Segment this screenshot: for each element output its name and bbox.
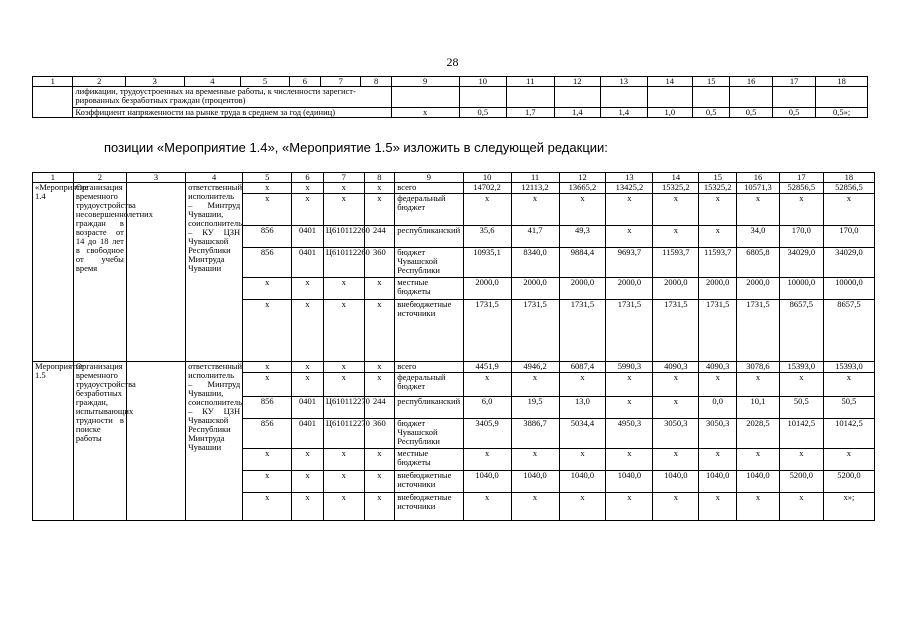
header-cell: 15 [693,77,730,87]
grbs-code: 856 [243,397,292,419]
amount-cell: 3050,3 [653,419,699,449]
section-code: х [292,493,324,521]
header-cell: 2 [73,77,126,87]
expense-code: х [364,194,395,226]
grbs-code: х [243,194,292,226]
target-code: х [323,471,364,493]
amount-cell: х [463,449,511,471]
header-cell: 18 [823,173,874,183]
amount-cell: 1040,0 [653,471,699,493]
amount-cell: 5990,3 [606,362,653,373]
funding-source: бюджет Чувашской Республики [395,248,463,278]
header-cell: 6 [292,173,324,183]
amount-cell: 10142,5 [823,419,874,449]
header-cell: 1 [33,77,73,87]
header-cell: 18 [816,77,868,87]
amount-cell: х [779,373,823,397]
cell [507,87,555,108]
amount-cell: 1731,5 [511,300,559,362]
expense-code: 244 [364,397,395,419]
target-code: х [323,493,364,521]
header-cell: 10 [459,77,507,87]
target-code: х [323,449,364,471]
amount-cell: 5034,4 [559,419,606,449]
amount-cell: 14702,2 [463,183,511,194]
amount-cell: х [823,449,874,471]
amount-cell: 4946,2 [511,362,559,373]
amount-cell: х [737,449,780,471]
amount-cell: х [779,449,823,471]
amount-cell: 4451,9 [463,362,511,373]
activity-name: Мероприятие 1.5 [33,362,74,521]
amount-cell: х [511,493,559,521]
amount-cell: х [463,373,511,397]
coef-value: 0,5 [772,108,815,118]
header-cell: 3 [125,77,184,87]
amount-cell: 10000,0 [779,278,823,300]
amount-cell: 34029,0 [823,248,874,278]
amount-cell: 34029,0 [779,248,823,278]
amount-cell: х [823,194,874,226]
amount-cell: 4090,3 [653,362,699,373]
header-cell: 13 [606,173,653,183]
section-heading: позиции «Мероприятие 1.4», «Мероприятие 1.5» изложить в следующей редакции: [104,140,608,155]
expense-code: х [364,493,395,521]
header-cell: 11 [507,77,555,87]
funding-source: внебюджетные источники [395,493,463,521]
expense-code: х [364,471,395,493]
amount-cell: 1040,0 [559,471,606,493]
cell [693,87,730,108]
grbs-code: 856 [243,248,292,278]
amount-cell: 11593,7 [699,248,737,278]
coef-label: Коэффициент напряженности на рынке труда в среднем за год (единиц) [73,108,391,118]
header-cell: 14 [653,173,699,183]
amount-cell: 1040,0 [737,471,780,493]
amount-cell: 1040,0 [463,471,511,493]
target-code: Ц610112260 [323,248,364,278]
coef-value: 0,5 [459,108,507,118]
funding-source: внебюджетные источники [395,300,463,362]
amount-cell: 50,5 [779,397,823,419]
header-cell: 5 [241,77,290,87]
header-cell: 3 [126,173,185,183]
main-table [32,172,875,521]
amount-cell: 6,0 [463,397,511,419]
cell [33,108,73,118]
amount-cell: х [699,493,737,521]
amount-cell: 52856,5 [779,183,823,194]
grbs-code: х [243,493,292,521]
amount-cell: х [463,493,511,521]
amount-cell: 15393,0 [779,362,823,373]
amount-cell: х [653,397,699,419]
section-code: х [292,449,324,471]
amount-cell: 52856,5 [823,183,874,194]
expense-code: х [364,449,395,471]
section-code: х [292,362,324,373]
target-code: Ц610112260 [323,226,364,248]
coef-col9: х [391,108,459,118]
section-code: х [292,183,324,194]
amount-cell: 170,0 [823,226,874,248]
grbs-code: х [243,362,292,373]
grbs-code: х [243,300,292,362]
amount-cell: 19,5 [511,397,559,419]
amount-cell: 3886,7 [511,419,559,449]
section-code: х [292,471,324,493]
cell [459,87,507,108]
amount-cell: 49,3 [559,226,606,248]
expense-code: х [364,373,395,397]
activity-name: «Мероприятие 1.4 [33,183,74,362]
expense-code: 360 [364,248,395,278]
target-code: Ц610112270 [323,419,364,449]
amount-cell: 13425,2 [606,183,653,194]
amount-cell: 41,7 [511,226,559,248]
executor: ответственный исполнитель – Минтруд Чувашии, соисполнитель – КУ ЦЗН Чувашской Республики Минтруда Чувашии [186,183,243,362]
amount-cell: 10571,3 [737,183,780,194]
funding-source: внебюджетные источники [395,471,463,493]
amount-cell: 10000,0 [823,278,874,300]
amount-cell: х [463,194,511,226]
target-code: х [323,194,364,226]
target-code: Ц610112270 [323,397,364,419]
amount-cell: х [823,373,874,397]
header-cell: 11 [511,173,559,183]
page-number: 28 [446,55,459,69]
amount-cell: х [699,449,737,471]
coef-value: 0,5 [693,108,730,118]
funding-source: федеральный бюджет [395,373,463,397]
amount-cell: 13665,2 [559,183,606,194]
amount-cell: 0,0 [699,397,737,419]
amount-cell: х [606,194,653,226]
grbs-code: х [243,278,292,300]
amount-cell: х [606,397,653,419]
cell [554,87,601,108]
amount-cell: х [737,194,780,226]
amount-cell: 1040,0 [699,471,737,493]
amount-cell: 9693,7 [606,248,653,278]
amount-cell: х [699,226,737,248]
cell [816,87,868,108]
grbs-code: х [243,373,292,397]
activity-description: Организация временного трудоустройства несовершеннолетних граждан в возрасте от 14 до 18 лет в свободное от учебы время [73,183,126,362]
target-code: х [323,183,364,194]
header-cell: 9 [395,173,463,183]
amount-cell: 34,0 [737,226,780,248]
amount-cell: х [559,194,606,226]
amount-cell: х [737,373,780,397]
funding-source: федеральный бюджет [395,194,463,226]
coef-value: 0,5 [730,108,772,118]
header-cell: 7 [323,173,364,183]
amount-cell: х [653,194,699,226]
amount-cell: 2000,0 [463,278,511,300]
amount-cell: 35,6 [463,226,511,248]
main-table-header-row [33,173,875,183]
target-code: х [323,373,364,397]
section-code: х [292,373,324,397]
amount-cell: х [699,373,737,397]
amount-cell: х [653,226,699,248]
cell [391,87,459,108]
expense-code: 360 [364,419,395,449]
amount-cell: 15325,2 [699,183,737,194]
cell [772,87,815,108]
header-cell: 17 [772,77,815,87]
amount-cell: 3078,6 [737,362,780,373]
amount-cell: 1731,5 [699,300,737,362]
executor: ответственный исполнитель – Минтруд Чувашии, соисполнитель – КУ ЦЗН Чувашской Республики Минтруда Чувашии [186,362,243,521]
expense-code: 244 [364,226,395,248]
amount-cell: 2000,0 [606,278,653,300]
header-cell: 4 [184,77,241,87]
section-code: 0401 [292,419,324,449]
amount-cell: х [606,226,653,248]
target-code: х [323,278,364,300]
funding-source: республиканский [395,226,463,248]
section-code: х [292,278,324,300]
amount-cell: 2000,0 [653,278,699,300]
cell [601,87,648,108]
amount-cell: 3405,9 [463,419,511,449]
amount-cell: х [511,449,559,471]
amount-cell: 10935,1 [463,248,511,278]
amount-cell: х [511,373,559,397]
amount-cell: 1040,0 [606,471,653,493]
grbs-code: х [243,183,292,194]
amount-cell: 4950,3 [606,419,653,449]
amount-cell: х [737,493,780,521]
amount-cell: 6805,8 [737,248,780,278]
amount-cell: х [606,493,653,521]
section-code: 0401 [292,226,324,248]
amount-cell: 5200,0 [779,471,823,493]
amount-cell: 3050,3 [699,419,737,449]
target-code: х [323,300,364,362]
amount-cell: х [559,493,606,521]
amount-cell: 2000,0 [511,278,559,300]
header-cell: 1 [33,173,74,183]
expense-code: х [364,300,395,362]
amount-cell: 6087,4 [559,362,606,373]
amount-cell: х [779,194,823,226]
amount-cell: 1731,5 [606,300,653,362]
amount-cell: х [559,373,606,397]
amount-cell: х [653,449,699,471]
header-cell: 8 [361,77,391,87]
coef-row [33,108,868,118]
amount-cell: 13,0 [559,397,606,419]
funding-source: местные бюджеты [395,449,463,471]
activity-description: Организация временного трудоустройства безработных граждан, испытывающих трудности в поиске работы [73,362,126,521]
amount-cell: 2028,5 [737,419,780,449]
amount-cell: 1731,5 [653,300,699,362]
amount-cell: 9884,4 [559,248,606,278]
amount-cell: 15325,2 [653,183,699,194]
section-code: х [292,300,324,362]
header-cell: 17 [779,173,823,183]
expense-code: х [364,183,395,194]
coef-value: 1,0 [647,108,692,118]
header-cell: 16 [737,173,780,183]
amount-cell: 5200,0 [823,471,874,493]
amount-cell: 170,0 [779,226,823,248]
section-code: 0401 [292,397,324,419]
amount-cell: х [606,449,653,471]
table-row [33,183,875,194]
amount-cell: х [779,493,823,521]
amount-cell: х [606,373,653,397]
header-cell: 13 [601,77,648,87]
amount-cell: 1731,5 [463,300,511,362]
top-table-text-row [33,87,868,108]
coef-value: 1,4 [554,108,601,118]
amount-cell: 1731,5 [559,300,606,362]
header-cell: 6 [289,77,320,87]
header-cell: 16 [730,77,772,87]
header-cell: 8 [364,173,395,183]
header-cell: 12 [554,77,601,87]
expense-code: х [364,362,395,373]
cell [33,87,73,108]
amount-cell: х [653,373,699,397]
section-code: 0401 [292,248,324,278]
funding-source: бюджет Чувашской Республики [395,419,463,449]
header-cell: 15 [699,173,737,183]
amount-cell: 15393,0 [823,362,874,373]
amount-cell: 4090,3 [699,362,737,373]
funding-source: местные бюджеты [395,278,463,300]
amount-cell: 1040,0 [511,471,559,493]
amount-cell: 2000,0 [699,278,737,300]
top-table [32,76,868,118]
target-code: х [323,362,364,373]
amount-cell: х [559,449,606,471]
header-cell: 4 [186,173,243,183]
amount-cell: 1731,5 [737,300,780,362]
header-cell: 7 [321,77,361,87]
amount-cell: х [511,194,559,226]
top-table-header-row [33,77,868,87]
coef-value: 0,5»; [816,108,868,118]
funding-source: всего [395,362,463,373]
expense-code: х [364,278,395,300]
grbs-code: х [243,449,292,471]
amount-cell: 2000,0 [737,278,780,300]
amount-cell: 12113,2 [511,183,559,194]
amount-cell: х [699,194,737,226]
grbs-code: х [243,471,292,493]
cell [647,87,692,108]
funding-source: республиканский [395,397,463,419]
table-row [33,362,875,373]
amount-cell: х [653,493,699,521]
row-text: лификации, трудоустроенных на временные работы, к численности зарегист-рированных безработных граждан (процентов) [73,87,391,108]
amount-cell: 8340,0 [511,248,559,278]
grbs-code: 856 [243,419,292,449]
amount-cell: 10,1 [737,397,780,419]
header-cell: 9 [391,77,459,87]
header-cell: 14 [647,77,692,87]
coef-value: 1,7 [507,108,555,118]
cell [730,87,772,108]
funding-source: всего [395,183,463,194]
header-cell: 10 [463,173,511,183]
amount-cell: 2000,0 [559,278,606,300]
header-cell: 12 [559,173,606,183]
grbs-code: 856 [243,226,292,248]
header-cell: 2 [73,173,126,183]
header-cell: 5 [243,173,292,183]
section-code: х [292,194,324,226]
amount-cell: 11593,7 [653,248,699,278]
amount-cell: 50,5 [823,397,874,419]
coef-value: 1,4 [601,108,648,118]
amount-cell: 10142,5 [779,419,823,449]
amount-cell: 8657,5 [779,300,823,362]
amount-cell: х»; [823,493,874,521]
amount-cell: 8657,5 [823,300,874,362]
